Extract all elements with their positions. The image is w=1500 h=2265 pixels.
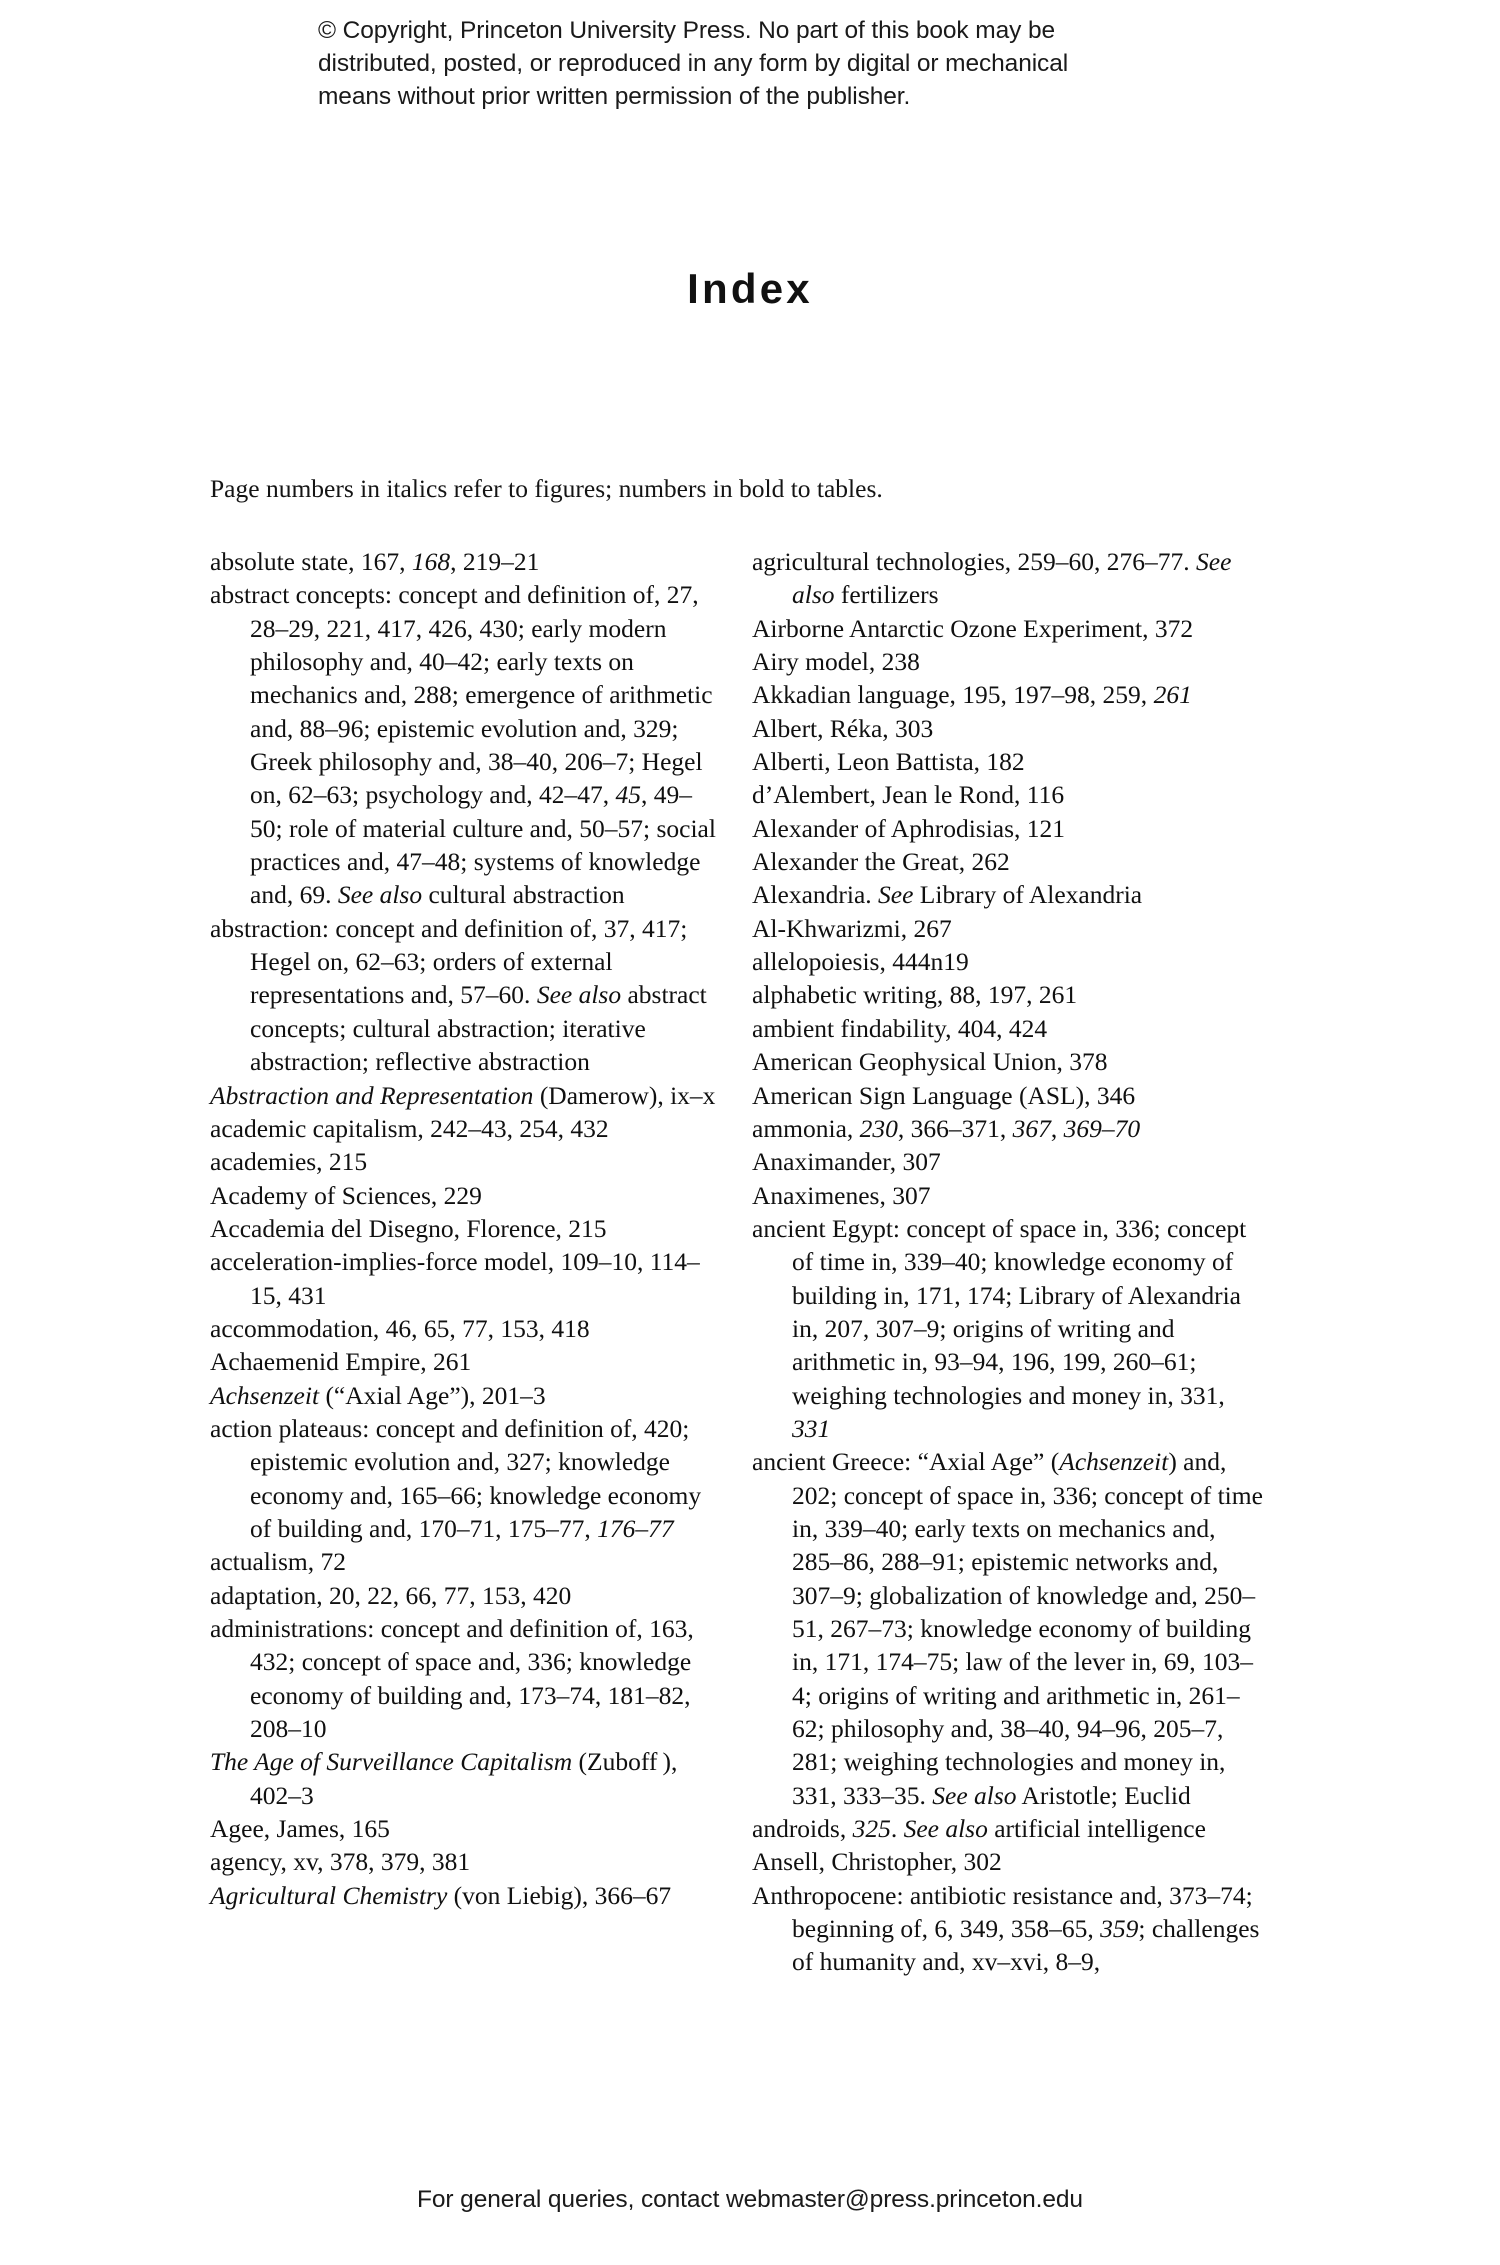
index-entry: allelopoiesis, 444n19	[752, 947, 969, 977]
index-entry: Al-Khwarizmi, 267	[752, 913, 952, 943]
index-entry: Alexander of Aphrodisias, 121	[752, 813, 1066, 843]
index-entry: acceleration-implies-force model, 109–10, 114–15, 431	[210, 1247, 700, 1310]
index-entry: d’Alembert, Jean le Rond, 116	[752, 780, 1065, 810]
copyright-line-3: means without prior written permission of the publisher.	[318, 83, 911, 110]
index-entry: The Age of Surveillance Capitalism (Zuboff ), 402–3	[210, 1747, 678, 1810]
index-entry: academic capitalism, 242–43, 254, 432	[210, 1113, 609, 1143]
copyright-line-2: distributed, posted, or reproduced in any form by digital or mechanical	[318, 50, 1069, 77]
index-entry: Albert, Réka, 303	[752, 713, 934, 743]
index-entry: ambient findability, 404, 424	[752, 1013, 1048, 1043]
index-entry: American Sign Language (ASL), 346	[752, 1080, 1136, 1110]
index-entry: adaptation, 20, 22, 66, 77, 153, 420	[210, 1580, 572, 1610]
index-entry: agency, xv, 378, 379, 381	[210, 1847, 471, 1877]
copyright-line-1: © Copyright, Princeton University Press. No part of this book may be	[318, 17, 1056, 44]
footer-notice: For general queries, contact webmaster@press.princeton.edu	[417, 2186, 1083, 2213]
copyright-notice	[318, 14, 1178, 113]
page-title: Index	[687, 265, 813, 313]
index-entry: Academy of Sciences, 229	[210, 1180, 482, 1210]
index-column-right	[752, 545, 1264, 1979]
index-entry: Achaemenid Empire, 261	[210, 1347, 472, 1377]
index-entry: Ansell, Christopher, 302	[752, 1847, 1002, 1877]
index-entry: ancient Egypt: concept of space in, 336; concept of time in, 339–40; knowledge economy of building in, 171, 174; Library of Alexandria in, 207, 307–9; origins of writing and arithmetic in, 93–94, 196, 199, 260–61; weighing technologies and money in, 331, 331	[752, 1213, 1247, 1443]
index-entry: Airborne Antarctic Ozone Experiment, 372	[752, 613, 1194, 643]
index-entry: Achsenzeit (“Axial Age”), 201–3	[210, 1380, 546, 1410]
index-entry: Agricultural Chemistry (von Liebig), 366–67	[210, 1880, 672, 1910]
index-entry: Alexander the Great, 262	[752, 847, 1010, 877]
index-entry: ammonia, 230, 366–371, 367, 369–70	[752, 1113, 1141, 1143]
index-entry: abstraction: concept and definition of, 37, 417; Hegel on, 62–63; orders of external representations and, 57–60. See also abstract concepts; cultural abstraction; iterative abstraction; reflective abstraction	[210, 913, 707, 1077]
index-entry: American Geophysical Union, 378	[752, 1047, 1108, 1077]
index-entry: Alexandria. See Library of Alexandria	[752, 880, 1143, 910]
index-entry: Akkadian language, 195, 197–98, 259, 261	[752, 680, 1192, 710]
index-entry: Airy model, 238	[752, 647, 920, 677]
index-entry: Abstraction and Representation (Damerow), ix–x	[210, 1080, 716, 1110]
index-entry: academies, 215	[210, 1147, 368, 1177]
index-entry: alphabetic writing, 88, 197, 261	[752, 980, 1078, 1010]
index-entry: Agee, James, 165	[210, 1814, 390, 1844]
index-entry: ancient Greece: “Axial Age” (Achsenzeit) and, 202; concept of space in, 336; concept of time in, 339–40; early texts on mechanics and, 285–86, 288–91; epistemic networks and, 307–9; globalization of knowledge and, 250–51, 267–73; knowledge economy of building in, 171, 174–75; law of the lever in, 69, 103–4; origins of writing and arithmetic in, 261–62; philosophy and, 38–40, 94–96, 205–7, 281; weighing technologies and money in, 331, 333–35. See also Aristotle; Euclid	[752, 1447, 1263, 1810]
index-entry: Accademia del Disegno, Florence, 215	[210, 1213, 607, 1243]
index-entry: agricultural technologies, 259–60, 276–77. See also fertilizers	[752, 547, 1232, 610]
index-entry: accommodation, 46, 65, 77, 153, 418	[210, 1313, 590, 1343]
index-entry: Alberti, Leon Battista, 182	[752, 747, 1025, 777]
index-entry: Anthropocene: antibiotic resistance and, 373–74; beginning of, 6, 349, 358–65, 359; challenges of humanity and, xv–xvi, 8–9,	[752, 1880, 1260, 1977]
index-entry: administrations: concept and definition of, 163, 432; concept of space and, 336; knowledge economy of building and, 173–74, 181–82, 208–10	[210, 1614, 694, 1744]
index-entry: Anaximander, 307	[752, 1147, 941, 1177]
index-entry: androids, 325. See also artificial intelligence	[752, 1814, 1206, 1844]
index-entry: absolute state, 167, 168, 219–21	[210, 547, 540, 576]
index-entry: abstract concepts: concept and definition of, 27, 28–29, 221, 417, 426, 430; early modern philosophy and, 40–42; early texts on mechanics and, 288; emergence of arithmetic and, 88–96; epistemic evolution and, 329; Greek philosophy and, 38–40, 206–7; Hegel on, 62–63; psychology and, 42–47, 45, 49–50; role of material culture and, 50–57; social practices and, 47–48; systems of knowledge and, 69. See also cultural abstraction	[210, 580, 716, 910]
index-entry: action plateaus: concept and definition of, 420; epistemic evolution and, 327; knowledge economy and, 165–66; knowledge economy of building and, 170–71, 175–77, 176–77	[210, 1413, 702, 1543]
index-note: Page numbers in italics refer to figures; numbers in bold to tables.	[210, 474, 883, 503]
index-entry: Anaximenes, 307	[752, 1180, 931, 1210]
index-column-left	[210, 545, 718, 1912]
index-entry: actualism, 72	[210, 1547, 346, 1577]
